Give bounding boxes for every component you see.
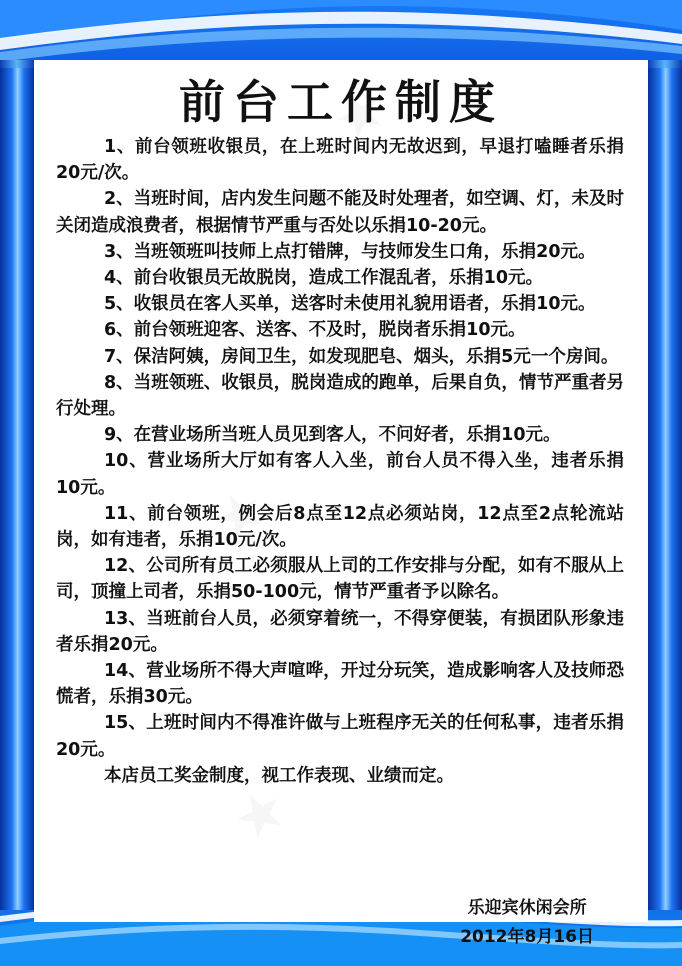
page-title: 前台工作制度 bbox=[179, 75, 503, 129]
signature-block bbox=[460, 894, 594, 952]
right-pillar-decoration bbox=[648, 60, 682, 910]
left-pillar-decoration bbox=[0, 60, 34, 910]
rule-item: 1、前台领班收银员，在上班时间内无故迟到，早退打嗑睡者乐捐20元/次。 bbox=[56, 137, 624, 184]
rule-item: 15、上班时间内不得准许做与上班程序无关的任何私事，违者乐捐20元。 bbox=[56, 713, 624, 760]
rule-item: 4、前台收银员无故脱岗，造成工作混乱者，乐捐10元。 bbox=[104, 268, 544, 289]
notice-panel bbox=[34, 60, 648, 947]
rule-item: 13、当班前台人员，必须穿着统一，不得穿便装，有损团队形象违者乐捐20元。 bbox=[56, 608, 624, 655]
rule-item: 12、公司所有员工必须服从上司的工作安排与分配，如有不服从上司，顶撞上司者，乐捐50-100元，情节严重者予以除名。 bbox=[56, 556, 624, 603]
organization-name: 乐迎宾休闲会所 bbox=[467, 898, 587, 918]
rule-item: 7、保洁阿姨，房间卫生，如发现肥皂、烟头，乐捐5元一个房间。 bbox=[104, 346, 619, 367]
issue-date: 2012年8月16日 bbox=[460, 927, 594, 947]
rule-item: 9、在营业场所当班人员见到客人，不问好者，乐捐10元。 bbox=[104, 425, 561, 446]
rule-item: 8、当班领班、收银员，脱岗造成的跑单，后果自负，情节严重者另行处理。 bbox=[56, 372, 624, 420]
rule-item: 5、收银员在客人买单，送客时未使用礼貌用语者，乐捐10元。 bbox=[104, 294, 596, 315]
rule-item: 14、营业场所不得大声喧哗，开过分玩笑，造成影响客人及技师恐慌者，乐捐30元。 bbox=[56, 661, 624, 708]
rule-item: 6、前台领班迎客、送客、不及时，脱岗者乐捐10元。 bbox=[104, 320, 526, 341]
rule-item: 3、当班领班叫技师上点打错牌，与技师发生口角，乐捐20元。 bbox=[104, 241, 596, 262]
rule-item: 10、营业场所大厅如有客人入坐，前台人员不得入坐，违者乐捐10元。 bbox=[56, 451, 624, 498]
rule-item: 11、前台领班，例会后8点至12点必须站岗，12点至2点轮流站岗，如有违者，乐捐10元/次。 bbox=[56, 503, 624, 551]
closing-note: 本店员工奖金制度，视工作表现、业绩而定。 bbox=[104, 765, 454, 786]
rule-item: 2、当班时间，店内发生问题不能及时处理者，如空调、灯，未及时关闭造成浪费者，根据情节严重与否处以乐捐10-20元。 bbox=[56, 189, 624, 236]
rules-list bbox=[56, 134, 624, 789]
